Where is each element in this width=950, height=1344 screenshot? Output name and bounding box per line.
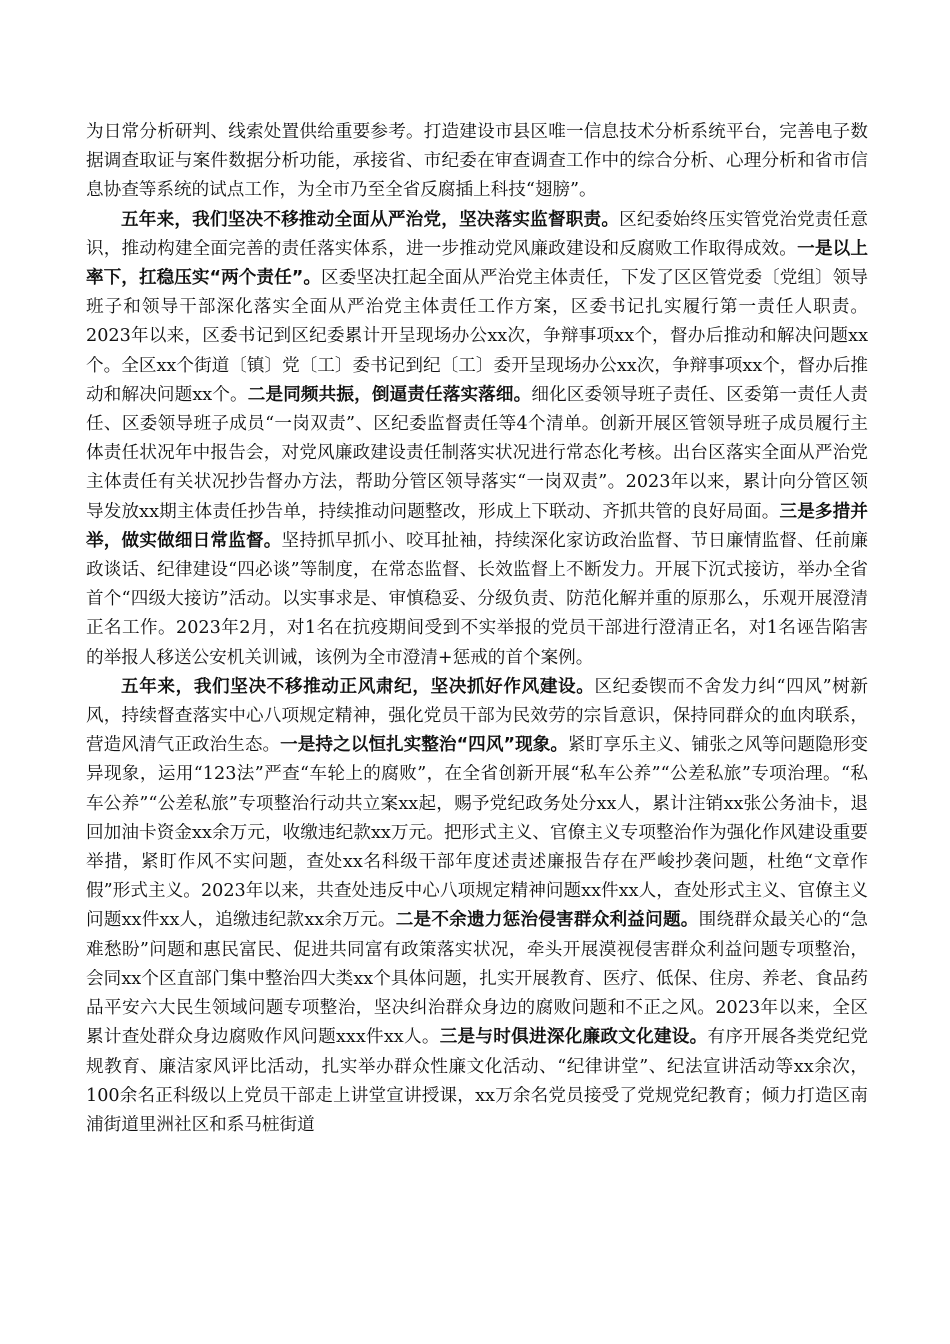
subheading: 三是与时俱进深化廉政文化建设。 [439, 1027, 708, 1048]
document-page [86, 118, 868, 1140]
paragraph-work-style [86, 673, 868, 1140]
subheading: 二是不余遗力惩治侵害群众利益问题。 [395, 910, 699, 931]
paragraph-text: 紧盯享乐主义、铺张之风等问题隐形变异现象，运用“123法”严查“车轮上的腐败”，在全省创新开展“私车公养”“公差私旅”专项治理。“私车公养”“公差私旅”专项整治行动共立案xx起，赐予党纪政务处分xx人，累计注销xx张公务油卡，退回加油卡资金xx余万元，收缴违纪款xx万元。把形式主义、官僚主义专项整治作为强化作风建设重要举措，紧盯作风不实问题，查处xx名科级干部年度述责述廉报告存在严峻抄袭问题，杜绝“文章作假”形式主义。2023年以来，共查处违反中心八项规定精神问题xx件xx人，查处形式主义、官僚主义问题xx件xx人，追缴违纪款xx余万元。 [86, 735, 868, 931]
paragraph-text: 坚持抓早抓小、咬耳扯袖，持续深化家访政治监督、节日廉情监督、任前廉政谈话、纪律建设“四必谈”等制度，在常态监督、长效监督上不断发力。开展下沉式接访，举办全省首个“四级大接访”活动。以实事求是、审慎稳妥、分级负责、防范化解并重的原那么，乐观开展澄清正名工作。2023年2月，对1名在抗疫期间受到不实举报的党员干部进行澄清正名，对1名诬告陷害的举报人移送公安机关训诫，该例为全市澄清+惩戒的首个案例。 [86, 530, 868, 668]
paragraph-text: 有序开展各类党纪党规教育、廉洁家风评比活动，扎实举办群众性廉文化活动、“纪律讲堂”、纪法宣讲活动等xx余次，100余名正科级以上党员干部走上讲堂宣讲授课，xx万余名党员接受了党规党纪教育；倾力打造区南浦街道里洲社区和系马桩街道 [86, 1027, 868, 1135]
paragraph-text: 区纪委始终压实管党治党责任意识，推动构建全面完善的责任落实体系，进一步推动党风廉政建设和反腐败工作取得成效。 [86, 209, 868, 259]
subheading: 一是以上率下，扛稳压实“两个责任”。 [86, 238, 868, 289]
section-heading: 五年来，我们坚决不移推动全面从严治党，坚决落实监督职责。 [121, 209, 620, 230]
paragraph-text: 区委坚决扛起全面从严治党主体责任，下发了区区管党委〔党组〕领导班子和领导干部深化落实全面从严治党主体责任工作方案，区委书记扎实履行第一责任人职责。2023年以来，区委书记到区纪委累计开呈现场办公xx次，争辩事项xx个，督办后推动和解决问题xx个。全区xx个街道〔镇〕党〔工〕委书记到纪〔工〕委开呈现场办公xx次，争辩事项xx个，督办后推动和解决问题xx个。 [86, 268, 868, 405]
paragraph-text: 细化区委领导班子责任、区委第一责任人责任、区委领导班子成员“一岗双责”、区纪委监督责任等4个清单。创新开展区管领导班子成员履行主体责任状况年中报告会，对党风廉政建设责任制落实状况进行常态化考核。出台区落实全面从严治党主体责任有关状况抄告督办方法，帮助分管区领导落实“一岗双责”。2023年以来，累计向分管区领导发放xx期主体责任抄告单，持续推动问题整改，形成上下联动、齐抓共管的良好局面。 [86, 384, 868, 522]
section-heading: 五年来，我们坚决不移推动正风肃纪，坚决抓好作风建设。 [121, 676, 595, 697]
paragraph-intro [86, 118, 868, 206]
subheading: 一是持之以恒扎实整治“四风”现象。 [280, 735, 569, 756]
paragraph-text: 围绕群众最关心的“急难愁盼”问题和惠民富民、促进共同富有政策落实状况，牵头开展漠视侵害群众利益问题专项整治，会同xx个区直部门集中整治四大类xx个具体问题，扎实开展教育、医疗、低保、住房、养老、食品药品平安六大民生领域问题专项整治，坚决纠治群众身边的腐败问题和不正之风。2023年以来，全区累计查处群众身边腐败作风问题xxx件xx人。 [86, 910, 868, 1048]
subheading: 二是同频共振，倒逼责任落实落细。 [247, 384, 532, 405]
paragraph-supervision [86, 206, 868, 673]
paragraph-text: 区纪委锲而不舍发力纠“四风”树新风，持续督查落实中心八项规定精神，强化党员干部为民效劳的宗旨意识，保持同群众的血肉联系，营造风清气正政治生态。 [86, 676, 868, 756]
subheading: 三是多措并举，做实做细日常监督。 [86, 501, 868, 551]
paragraph-text: 为日常分析研判、线索处置供给重要参考。打造建设市县区唯一信息技术分析系统平台，完善电子数据调查取证与案件数据分析功能，承接省、市纪委在审查调查工作中的综合分析、心理分析和省市信息协查等系统的试点工作，为全市乃至全省反腐插上科技“翅膀”。 [86, 122, 868, 201]
